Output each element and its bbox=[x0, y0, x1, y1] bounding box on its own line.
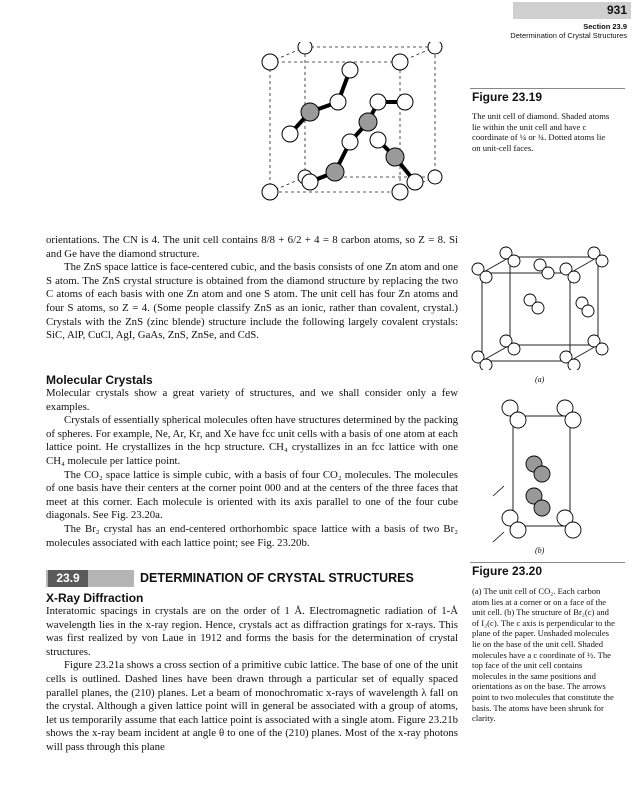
section-heading: DETERMINATION OF CRYSTAL STRUCTURES bbox=[140, 571, 414, 585]
figure-23-20-a-label: (a) bbox=[535, 375, 545, 384]
figure-23-19-label: Figure 23.19 bbox=[472, 90, 543, 104]
main-text-block-1 bbox=[46, 234, 458, 343]
section-label: Section 23.9 bbox=[583, 22, 627, 31]
main-text-block-2 bbox=[46, 387, 458, 550]
paragraph-molecular-intro: Molecular crystals show a great variety of structures, and we shall consider only a few examples. bbox=[46, 387, 458, 413]
paragraph-figure-23-21: Figure 23.21a shows a cross section of a primitive cubic lattice. The base of one of the unit cells is outlined. Dashed lines have been drawn through a particular set of equally spaced parallel planes, the (210) planes. Let a beam of monochromatic x-rays of wavelength λ fall on the crystal. Although a given lattice point will in general be associated with a group of atoms, let us temporarily assume that each lattice point is associated with a single atom. Figure 23.21b shows the x-ray beam incident at angle θ to one of the (210) planes. Most of the x-ray photons will pass through this plane bbox=[46, 659, 458, 753]
section-title-header: Determination of Crystal Structures bbox=[510, 31, 627, 40]
br2-structure-figure bbox=[488, 296, 598, 546]
page-number: 931 bbox=[513, 2, 631, 19]
figure-23-20-b-label: (b) bbox=[535, 546, 545, 555]
molecular-crystals-heading: Molecular Crystals bbox=[46, 373, 153, 387]
paragraph-xray-intro: Interatomic spacings in crystals are on the order of 1 Å. Electromagnetic radiation of 1-Å wavelength lies in the x-ray region. Hence, crystals act as diffraction gratings for x-rays. This was first realized by von Laue in 1912 and forms the basis for the determination of crystal structures. bbox=[46, 605, 458, 658]
main-text-block-3 bbox=[46, 605, 458, 755]
diamond-unit-cell-figure bbox=[250, 42, 455, 232]
figure-23-20-label: Figure 23.20 bbox=[472, 564, 543, 578]
paragraph-spherical: Crystals of essentially spherical molecules often have structures determined by the packing of spheres. For example, Ne, Ar, Kr, and Xe have fcc unit cells with a basis of one atom at each lattice point. He crystallizes in the hcp structure. CH₄ crystallizes in an fcc lattice with one CH₄ molecule per lattice point. bbox=[46, 414, 458, 467]
running-header bbox=[510, 22, 627, 40]
paragraph-br2: The Br₂ crystal has an end-centered orthorhombic space lattice with a basis of two Br₂ molecules associated with each lattice point; see Fig. 23.20b. bbox=[46, 522, 458, 549]
paragraph-co2: The CO₂ space lattice is simple cubic, with a basis of four CO₂ molecules. The molecules of one basis have their centers at the corner point 000 and at the centers of the three faces that meet at this corner. Each molecule is oriented with its axis parallel to one of the four cube diagonals. See Fig. 23.20a. bbox=[46, 468, 458, 522]
figure-23-20-caption: (a) The unit cell of CO₂. Each carbon atom lies at a corner or on a face of the unit cell. (b) The structure of Br₂(c) and of I₂(c). The c axis is perpendicular to the plane of the paper. Unshaded molecules lie on the base of the unit cell. Shaded molecules have a c coordinate of ½. The top face of the unit cell contains molecules in the same positions and orientations as on the base. The arrows point to two molecules that constitute the basis. The atoms have been shrunk for clarity. bbox=[472, 586, 615, 724]
figure-23-19-caption: The unit cell of diamond. Shaded atoms lie within the unit cell and have c coordinate of ¼ or ¾. Dotted atoms lie on unit-cell faces. bbox=[472, 111, 610, 153]
paragraph-diamond: orientations. The CN is 4. The unit cell contains 8/8 + 6/2 + 4 = 8 carbon atoms, so Z = 8. Si and Ge have the diamond structure. bbox=[46, 234, 458, 260]
section-number: 23.9 bbox=[48, 570, 88, 587]
paragraph-zns: The ZnS space lattice is face-centered cubic, and the basis consists of one Zn atom and one S atom. The ZnS crystal structure is obtained from the diamond structure by replacing the two C atoms of each basis with one Zn atom and one S atom. The unit cell has four Zn atoms and four S atoms, so Z = 4. (Some people classify ZnS as an ionic, rather than covalent, crystal.) Crystals with the ZnS (zinc blende) structure include the following largely covalent crystals: SiC, AlP, CuCl, AgI, GaAs, ZnS, ZnSe, and CdS. bbox=[46, 261, 458, 342]
xray-diffraction-heading: X-Ray Diffraction bbox=[46, 591, 144, 605]
